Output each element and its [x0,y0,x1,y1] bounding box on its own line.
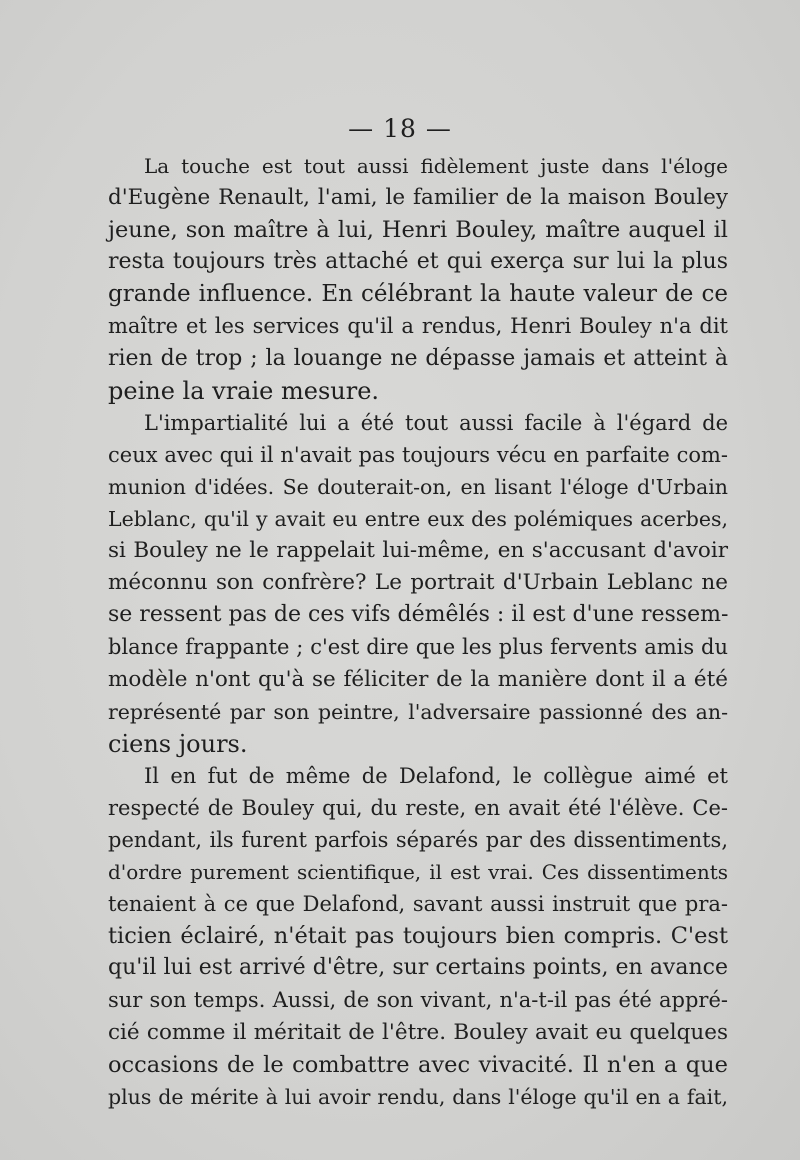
text-line: sur son temps. Aussi, de son vivant, n'a-t-il pas été appré- [108,988,728,1013]
text-line: peine la vraie mesure. [108,376,380,405]
text-line: modèle n'ont qu'à se féliciter de la manière dont il a été [108,666,728,692]
text-line: L'impartialité lui a été tout aussi facile à l'égard de [144,410,728,435]
text-line: jeune, son maître à lui, Henri Bouley, maître auquel il [108,217,728,244]
text-line: représenté par son peintre, l'adversaire passionné des an- [108,699,728,724]
text-line: Leblanc, qu'il y avait eu entre eux des polémiques acerbes, [108,507,728,532]
text-line: La touche est tout aussi fidèlement juste dans l'éloge [144,154,728,178]
text-line: munion d'idées. Se douterait-on, en lisant l'éloge d'Urbain [108,474,728,499]
text-line: cié comme il méritait de l'être. Bouley avait eu quelques [108,1019,728,1045]
text-line: occasions de le combattre avec vivacité. Il n'en a que [108,1051,728,1078]
text-line: plus de mérite à lui avoir rendu, dans l'éloge qu'il en a fait, [108,1084,728,1109]
text-line: pendant, ils furent parfois séparés par des dissentiments, [108,827,728,852]
text-line: d'ordre purement scientifique, il est vrai. Ces dissentiments [108,860,728,885]
text-line: ticien éclairé, n'était pas toujours bien compris. C'est [108,923,728,950]
text-line: d'Eugène Renault, l'ami, le familier de la maison Bouley [108,185,728,211]
text-line: grande influence. En célébrant la haute valeur de ce [108,281,728,308]
text-line: resta toujours très attaché et qui exerça sur lui la plus [108,249,728,275]
text-line: qu'il lui est arrivé d'être, sur certains points, en avance [108,955,728,981]
text-line: tenaient à ce que Delafond, savant aussi instruit que pra- [108,892,728,917]
text-line: méconnu son confrère? Le portrait d'Urbain Leblanc ne [108,570,728,596]
text-line: maître et les services qu'il a rendus, Henri Bouley n'a dit [108,314,728,339]
text-line: rien de trop ; la louange ne dépasse jamais et atteint à [108,345,728,371]
text-line: si Bouley ne le rappelait lui-même, en s'accusant d'avoir [108,538,728,564]
body-text [108,150,728,1113]
page-number: — 18 — [348,114,452,143]
text-line: blance frappante ; c'est dire que les plus fervents amis du [108,635,728,660]
text-line: ceux avec qui il n'avait pas toujours vécu en parfaite com- [108,442,728,467]
text-line: respecté de Bouley qui, du reste, en avait été l'élève. Ce- [108,795,728,820]
text-line: se ressent pas de ces vifs démêlés : il est d'une ressem- [108,602,729,628]
text-line: Il en fut de même de Delafond, le collègue aimé et [144,763,728,788]
text-line: ciens jours. [108,729,248,758]
